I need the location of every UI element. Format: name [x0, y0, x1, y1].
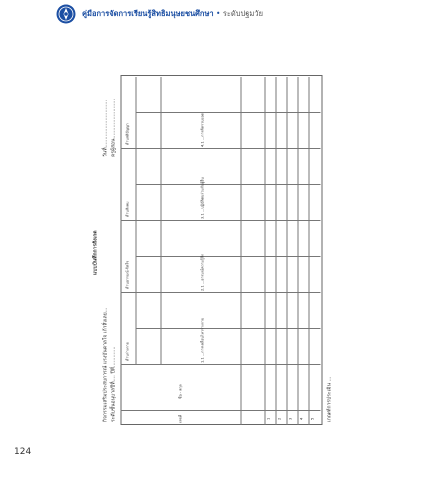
- col-line: [136, 256, 321, 257]
- col-line: [136, 184, 321, 185]
- row-number: 4: [299, 417, 304, 420]
- form-teacher: ครูผู้สอน.........................: [110, 98, 117, 157]
- row-number: 2: [277, 417, 282, 420]
- row-number: 5: [310, 417, 315, 420]
- row-line: [309, 77, 310, 425]
- row-line: [276, 77, 277, 425]
- form-activity: กิจกรรมเสริมประสบการณ์ แรงบันดาลใจ เก้าสิ่งเลย...: [102, 307, 109, 422]
- group-emotional: ด้านอารมณ์-จิตใจ: [125, 260, 130, 289]
- header-subtitle: ระดับปฐมวัย: [222, 9, 263, 18]
- form-note: เกณฑ์การประเมิน ...: [326, 376, 333, 422]
- header-title-main: คู่มือการจัดการเรียนรู้สิทธิมนุษยชนศึกษา: [82, 9, 214, 18]
- school-crest-icon: [56, 4, 76, 24]
- group-physical: ด้านร่างกาย: [125, 342, 130, 361]
- row-line: [298, 77, 299, 425]
- group-social: ด้านสังคม: [125, 201, 130, 217]
- rotated-observation-form: [91, 75, 336, 425]
- group-line: [136, 77, 137, 365]
- observation-table: [121, 75, 323, 425]
- criterion-3: 3.1 ...ปฏิบัติตนร่วมกับผู้อื่น: [200, 177, 205, 219]
- col-line: [121, 148, 321, 149]
- row-number: 3: [288, 417, 293, 420]
- form-class-line: ระดับชั้นอนุบาลปีที่.... ปีที่.............: [110, 346, 117, 422]
- header-separator: •: [216, 9, 221, 18]
- form-title: แบบบันทึกการสังเกต: [92, 230, 99, 275]
- header-title: [82, 8, 263, 20]
- col-line: [121, 410, 321, 411]
- col-line: [121, 292, 321, 293]
- header-bottom-line: [241, 77, 242, 425]
- criterion-1: 1.1 ...การเคลื่อนไหวร่างกาย: [200, 317, 205, 363]
- no-header: เลขที่: [178, 414, 183, 423]
- row-line: [265, 77, 266, 425]
- name-header: ชื่อ - สกุล: [178, 384, 183, 399]
- page-number: 124: [14, 447, 32, 457]
- col-line: [136, 112, 321, 113]
- row-number: 1: [266, 417, 271, 420]
- criterion-2: 2.1 ...อารมณ์ความรู้สึก: [200, 253, 205, 291]
- criterion-4: 4.1 ...การคิดรวบยอด: [200, 113, 205, 147]
- form-date: วันที่..............................: [102, 99, 109, 157]
- col-line: [136, 328, 321, 329]
- page-header: [0, 0, 427, 30]
- subgroup-line: [161, 77, 162, 365]
- col-line: [121, 220, 321, 221]
- row-line: [287, 77, 288, 425]
- col-line: [121, 364, 321, 365]
- group-cognitive: ด้านสติปัญญา: [125, 123, 130, 145]
